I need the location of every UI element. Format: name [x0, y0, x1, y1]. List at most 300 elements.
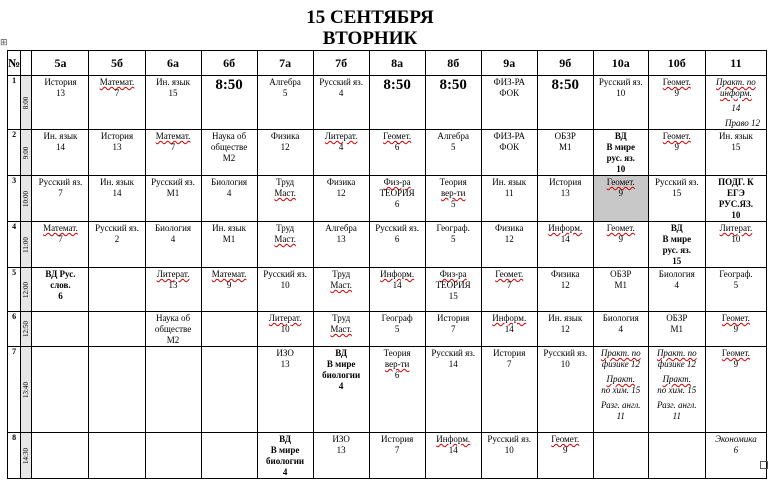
lesson-line: ОБЗР: [666, 313, 688, 323]
schedule-cell[interactable]: [593, 176, 648, 222]
lesson-line: Биология: [658, 269, 695, 279]
schedule-cell[interactable]: [481, 176, 537, 222]
schedule-cell[interactable]: [425, 347, 481, 433]
lesson-number-header: №: [8, 51, 21, 76]
lesson-line: История: [100, 131, 134, 141]
schedule-cell[interactable]: [201, 76, 257, 130]
schedule-cell[interactable]: [481, 433, 537, 479]
schedule-cell[interactable]: [257, 222, 313, 268]
lesson-line: 13: [336, 445, 346, 455]
schedule-cell[interactable]: [648, 176, 705, 222]
lesson-line: 14: [731, 103, 741, 113]
lesson-line: М1: [558, 142, 572, 152]
schedule-cell[interactable]: [593, 76, 648, 130]
lesson-line: ВД Рус.: [45, 269, 76, 279]
lesson-line: М1: [222, 234, 236, 244]
lesson-line: 14: [392, 280, 402, 290]
lesson-line: 6: [733, 445, 739, 455]
lesson-time-cell: [21, 176, 32, 222]
lesson-line: 5: [394, 324, 400, 334]
lesson-line: 11: [672, 411, 681, 421]
lesson-line: Информ.: [436, 434, 471, 444]
lesson-line: Геомет.: [606, 223, 635, 233]
lesson-line: РУС.ЯЗ.: [718, 199, 753, 209]
schedule-cell[interactable]: [369, 176, 425, 222]
schedule-cell[interactable]: [32, 176, 89, 222]
lesson-line: Ин. язык: [718, 131, 753, 141]
lesson-line: 14: [448, 445, 458, 455]
schedule-cell[interactable]: [425, 76, 481, 130]
schedule-cell[interactable]: [648, 76, 705, 130]
schedule-cell[interactable]: [145, 312, 201, 347]
schedule-cell[interactable]: [257, 76, 313, 130]
lesson-line: 14: [504, 324, 514, 334]
lesson-line: Биология: [602, 313, 639, 323]
schedule-cell[interactable]: [537, 76, 593, 130]
schedule-cell[interactable]: [32, 130, 89, 176]
lesson-line: 4: [170, 234, 176, 244]
lesson-time-cell: [21, 347, 32, 433]
schedule-cell[interactable]: [425, 433, 481, 479]
schedule-cell[interactable]: [705, 76, 766, 130]
lesson-line: Математ.: [43, 223, 78, 233]
schedule-cell[interactable]: [537, 176, 593, 222]
schedule-cell[interactable]: [593, 130, 648, 176]
schedule-cell[interactable]: [89, 222, 145, 268]
lesson-time: 14:30: [22, 447, 31, 464]
lesson-line: Математ.: [155, 131, 191, 141]
schedule-cell[interactable]: [537, 130, 593, 176]
lesson-line: Маст.: [274, 188, 296, 198]
lesson-line: Информ.: [548, 223, 583, 233]
schedule-cell[interactable]: [201, 268, 257, 312]
lesson-line: вер-ти: [384, 359, 410, 369]
lesson-line: Теория: [383, 348, 411, 358]
lesson-line: История: [381, 434, 414, 444]
lesson-line: Практ. по: [600, 348, 641, 358]
class-header: 10а: [593, 51, 648, 76]
schedule-cell[interactable]: [145, 433, 201, 479]
schedule-cell[interactable]: [537, 268, 593, 312]
schedule-cell[interactable]: [425, 268, 481, 312]
lesson-line: Русский яз.: [319, 77, 363, 87]
lesson-line: Алгебра: [437, 131, 469, 141]
lesson-line: Физика: [270, 131, 300, 141]
schedule-cell[interactable]: [369, 130, 425, 176]
lesson-line: ВД: [614, 131, 627, 141]
lesson-line: 12: [560, 324, 570, 334]
lesson-time: 12:50: [22, 321, 31, 337]
lesson-line: Географ.: [719, 269, 753, 279]
schedule-cell[interactable]: [313, 222, 369, 268]
lesson-line: 9: [674, 142, 680, 152]
schedule-cell[interactable]: [481, 130, 537, 176]
schedule-cell[interactable]: [369, 76, 425, 130]
table-row: [8, 222, 767, 268]
lesson-line: Труд: [276, 177, 295, 187]
lesson-line: 7: [506, 359, 512, 369]
schedule-cell[interactable]: [89, 433, 145, 479]
lesson-line: 4: [226, 188, 232, 198]
lesson-line: ТЕОРИЯ: [435, 280, 471, 290]
lesson-line: Геомет.: [721, 348, 750, 358]
lesson-line: 8:50: [439, 77, 467, 93]
lesson-line: 4: [338, 381, 344, 391]
schedule-cell[interactable]: [481, 222, 537, 268]
schedule-cell[interactable]: [32, 312, 89, 347]
lesson-line: 4: [674, 280, 680, 290]
lesson-line: Геомет.: [721, 313, 750, 323]
schedule-cell[interactable]: [313, 268, 369, 312]
lesson-line: Русский яз.: [95, 223, 139, 233]
lesson-line: 5: [733, 280, 739, 290]
lesson-line: Ин. язык: [43, 131, 78, 141]
lesson-line: В мире: [662, 234, 692, 244]
lesson-line: ТЕОРИЯ: [379, 188, 415, 198]
lesson-line: физике 12: [657, 359, 696, 369]
schedule-cell[interactable]: [705, 176, 766, 222]
lesson-line: 7: [506, 280, 512, 290]
schedule-cell[interactable]: [201, 347, 257, 433]
lesson-line: 5: [450, 234, 456, 244]
lesson-line: ВД: [335, 348, 348, 358]
lesson-line: биологии: [322, 370, 361, 380]
lesson-line: ВД: [279, 434, 292, 444]
table-row: [8, 130, 767, 176]
schedule-cell[interactable]: [257, 130, 313, 176]
class-header: 5а: [32, 51, 89, 76]
lesson-line: ПОДГ. К: [718, 177, 754, 187]
lesson-line: 10: [560, 359, 570, 369]
lesson-number: 2: [8, 130, 21, 176]
schedule-cell[interactable]: [313, 130, 369, 176]
lesson-line: 13: [280, 359, 290, 369]
lesson-line: 15: [672, 188, 682, 198]
schedule-cell[interactable]: [201, 176, 257, 222]
lesson-line: Литерат.: [268, 313, 302, 323]
schedule-cell[interactable]: [257, 347, 313, 433]
lesson-line: Физика: [550, 269, 580, 279]
lesson-line: обществе: [154, 324, 192, 334]
lesson-line: Практ. по: [716, 77, 756, 87]
schedule-cell[interactable]: [145, 222, 201, 268]
class-header: 9б: [537, 51, 593, 76]
lesson-time-cell: [21, 433, 32, 479]
header-row: [8, 51, 767, 76]
lesson-line: 9: [226, 280, 232, 290]
lesson-line: Ин. язык: [100, 177, 134, 187]
schedule-cell[interactable]: [32, 222, 89, 268]
lesson-line: рус. яз.: [662, 245, 691, 255]
schedule-cell[interactable]: [145, 76, 201, 130]
lesson-line: 9: [733, 324, 739, 334]
lesson-line: 10: [504, 445, 514, 455]
schedule-cell[interactable]: [705, 268, 766, 312]
lesson-line: В мире: [326, 359, 356, 369]
lesson-time: 13:40: [22, 381, 31, 398]
lesson-line: Ин. язык: [212, 223, 247, 233]
schedule-cell[interactable]: [145, 130, 201, 176]
schedule-cell[interactable]: [593, 222, 648, 268]
lesson-line: 14: [448, 359, 458, 369]
lesson-line: Наука об: [212, 131, 247, 141]
table-row: [8, 268, 767, 312]
lesson-line: Геомет.: [495, 269, 524, 279]
lesson-line: 14: [560, 234, 570, 244]
lesson-line: 9: [733, 359, 739, 369]
lesson-line: Геомет.: [551, 434, 580, 444]
schedule-cell[interactable]: [648, 312, 705, 347]
lesson-line: Русский яз.: [151, 177, 195, 187]
lesson-line: М2: [166, 335, 180, 345]
class-header: 8б: [425, 51, 481, 76]
lesson-line: 15: [731, 142, 741, 152]
lesson-line: Алгебра: [269, 77, 301, 87]
lesson-line: Литерат.: [156, 269, 190, 279]
lesson-line: 10: [616, 88, 626, 98]
lesson-line: 12: [280, 142, 290, 152]
lesson-time-cell: [21, 76, 32, 130]
lesson-line: Маст.: [330, 280, 352, 290]
lesson-line: ФИЗ-РА: [493, 77, 525, 87]
schedule-cell[interactable]: [145, 268, 201, 312]
lesson-line: Ин. язык: [492, 177, 527, 187]
schedule-weekday-title: ВТОРНИК: [322, 28, 418, 49]
lesson-line: 15: [672, 256, 682, 266]
lesson-line: Труд: [332, 269, 351, 279]
lesson-line: 4: [338, 142, 344, 152]
schedule-cell[interactable]: [537, 312, 593, 347]
lesson-line: 12: [336, 188, 346, 198]
lesson-line: История: [549, 177, 582, 187]
schedule-cell[interactable]: [705, 130, 766, 176]
lesson-line: обществе: [210, 142, 248, 152]
schedule-cell[interactable]: [313, 433, 369, 479]
lesson-line: Математ.: [211, 269, 247, 279]
lesson-line: Математ.: [99, 77, 135, 87]
lesson-time-cell: [21, 222, 32, 268]
lesson-line: 9: [618, 188, 624, 198]
lesson-line: 7: [58, 234, 63, 244]
lesson-line: ФОК: [499, 88, 520, 98]
lesson-line: 11: [616, 411, 625, 421]
schedule-cell[interactable]: [537, 222, 593, 268]
schedule-cell[interactable]: [89, 268, 145, 312]
lesson-time: 10:00: [22, 190, 31, 207]
lesson-line: Литерат.: [324, 131, 358, 141]
schedule-cell[interactable]: [648, 222, 705, 268]
schedule-cell[interactable]: [201, 433, 257, 479]
lesson-line: 15: [448, 291, 458, 301]
lesson-line: Разг. англ.: [656, 400, 697, 410]
lesson-line: 8:50: [383, 77, 411, 93]
lesson-line: 13: [560, 188, 570, 198]
schedule-cell[interactable]: [32, 268, 89, 312]
lesson-line: Ин. язык: [548, 313, 583, 323]
lesson-time-cell: [21, 312, 32, 347]
schedule-cell[interactable]: [425, 176, 481, 222]
class-header: 10б: [648, 51, 705, 76]
schedule-cell[interactable]: [593, 312, 648, 347]
schedule-cell[interactable]: [257, 433, 313, 479]
schedule-cell[interactable]: [425, 312, 481, 347]
lesson-line: История: [493, 348, 526, 358]
lesson-line: Геомет.: [662, 77, 691, 87]
schedule-cell[interactable]: [593, 347, 648, 433]
lesson-line: 6: [394, 199, 400, 209]
schedule-cell[interactable]: [425, 130, 481, 176]
lesson-line: 10: [731, 234, 741, 244]
schedule-cell[interactable]: [648, 268, 705, 312]
schedule-cell[interactable]: [705, 312, 766, 347]
schedule-cell[interactable]: [705, 433, 766, 479]
schedule-cell[interactable]: [313, 176, 369, 222]
table-row: [8, 347, 767, 433]
lesson-line: 8:50: [551, 77, 579, 93]
lesson-line: Географ.: [436, 223, 470, 233]
lesson-line: ВД: [670, 223, 683, 233]
schedule-cell[interactable]: [481, 76, 537, 130]
lesson-line: 4: [338, 88, 344, 98]
schedule-cell[interactable]: [648, 347, 705, 433]
schedule-cell[interactable]: [481, 347, 537, 433]
lesson-line: 7: [394, 445, 400, 455]
lesson-line: Практ.: [606, 374, 635, 384]
lesson-line: слов.: [50, 280, 71, 290]
lesson-time: 9:00: [22, 146, 31, 159]
lesson-line: 5: [450, 199, 456, 209]
schedule-cell[interactable]: [201, 312, 257, 347]
lesson-line: ОБЗР: [554, 131, 576, 141]
table-move-handle-icon[interactable]: ⊞: [0, 38, 8, 48]
lesson-line: 12: [504, 234, 514, 244]
lesson-line: Географ: [381, 313, 413, 323]
lesson-line: Информ.: [380, 269, 415, 279]
lesson-line: М1: [670, 324, 684, 334]
class-header: 8а: [369, 51, 425, 76]
lesson-line: Физика: [326, 177, 356, 187]
lesson-line: ЕГЭ: [726, 188, 745, 198]
table-resize-handle-icon[interactable]: [760, 461, 768, 469]
lesson-line: Экономика: [715, 434, 757, 444]
schedule-cell[interactable]: [593, 268, 648, 312]
schedule-cell[interactable]: [313, 76, 369, 130]
schedule-cell[interactable]: [481, 312, 537, 347]
schedule-cell[interactable]: [369, 268, 425, 312]
lesson-number: 4: [8, 222, 21, 268]
lesson-line: Русский яз.: [543, 348, 588, 358]
schedule-cell[interactable]: [145, 347, 201, 433]
lesson-number: 7: [8, 347, 21, 433]
table-row: [8, 76, 767, 130]
lesson-line: Геомет.: [606, 177, 635, 187]
lesson-number: 8: [8, 433, 21, 479]
lesson-line: Геомет.: [662, 131, 691, 141]
lesson-time: 12:00: [22, 281, 31, 298]
schedule-cell[interactable]: [89, 176, 145, 222]
lesson-line: История: [44, 77, 77, 87]
schedule-cell[interactable]: [648, 433, 705, 479]
schedule-cell[interactable]: [369, 347, 425, 433]
lesson-line: 10: [616, 164, 626, 174]
lesson-line: Право 12: [724, 118, 760, 128]
schedule-cell[interactable]: [257, 312, 313, 347]
schedule-cell[interactable]: [425, 222, 481, 268]
schedule-cell[interactable]: [257, 176, 313, 222]
lesson-line: информ.: [720, 88, 752, 98]
lesson-line: Алгебра: [325, 223, 357, 233]
table-row: [8, 433, 767, 479]
lesson-line: Теория: [439, 177, 467, 187]
schedule-cell[interactable]: [89, 130, 145, 176]
lesson-line: Биология: [211, 177, 248, 187]
schedule-cell[interactable]: [537, 433, 593, 479]
schedule-cell[interactable]: [481, 268, 537, 312]
lesson-line: 6: [394, 370, 400, 380]
schedule-cell[interactable]: [537, 347, 593, 433]
lesson-line: Русский яз.: [38, 177, 83, 187]
schedule-cell[interactable]: [369, 222, 425, 268]
lesson-line: Русский яз.: [375, 223, 419, 233]
class-header: 7б: [313, 51, 369, 76]
schedule-cell[interactable]: [201, 130, 257, 176]
lesson-line: 5: [450, 142, 456, 152]
lesson-line: 10: [731, 210, 741, 220]
schedule-cell[interactable]: [593, 433, 648, 479]
schedule-cell[interactable]: [705, 347, 766, 433]
lesson-line: 7: [114, 88, 120, 98]
lesson-line: 7: [170, 142, 176, 152]
schedule-cell[interactable]: [89, 312, 145, 347]
lesson-line: 7: [450, 324, 456, 334]
schedule-cell[interactable]: [648, 130, 705, 176]
schedule-cell[interactable]: [32, 76, 89, 130]
lesson-number: 6: [8, 312, 21, 347]
lesson-line: Физика: [494, 223, 524, 233]
lesson-line: 7: [58, 188, 63, 198]
schedule-cell[interactable]: [89, 347, 145, 433]
lesson-line: 14: [112, 188, 122, 198]
schedule-cell[interactable]: [201, 222, 257, 268]
lesson-line: Практ.: [662, 374, 692, 384]
schedule-cell[interactable]: [32, 347, 89, 433]
lesson-line: биологии: [266, 456, 305, 466]
schedule-cell[interactable]: [369, 433, 425, 479]
lesson-line: Геомет.: [383, 131, 412, 141]
schedule-cell[interactable]: [705, 222, 766, 268]
schedule-cell[interactable]: [257, 268, 313, 312]
lesson-line: М1: [614, 280, 628, 290]
class-header: 9а: [481, 51, 537, 76]
lesson-time: 8:00: [22, 96, 31, 109]
schedule-cell[interactable]: [369, 312, 425, 347]
lesson-line: 15: [168, 88, 178, 98]
lesson-line: Маст.: [330, 324, 352, 334]
schedule-cell[interactable]: [313, 312, 369, 347]
lesson-line: Русский яз.: [598, 77, 643, 87]
schedule-cell[interactable]: [145, 176, 201, 222]
schedule-cell[interactable]: [313, 347, 369, 433]
lesson-line: М1: [166, 188, 180, 198]
lesson-line: по хим. 15: [601, 385, 641, 395]
schedule-cell[interactable]: [32, 433, 89, 479]
schedule-date-title: 15 СЕНТЯБРЯ: [306, 7, 434, 28]
lesson-line: вер-ти: [440, 188, 466, 198]
lesson-line: 2: [114, 234, 120, 244]
lesson-line: Русский яз.: [487, 434, 532, 444]
schedule-cell[interactable]: [89, 76, 145, 130]
lesson-time: 11:00: [22, 236, 31, 253]
